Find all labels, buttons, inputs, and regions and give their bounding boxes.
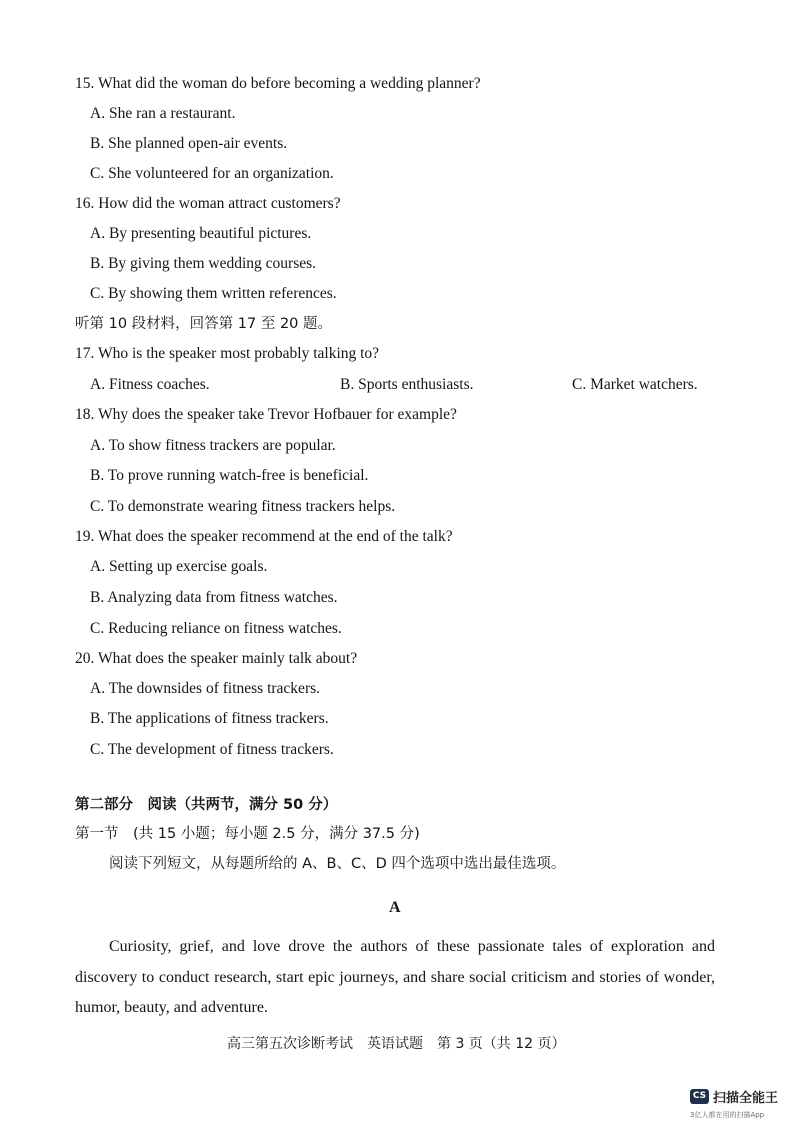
question-16-option-c: C. By showing them written references. <box>90 285 337 302</box>
question-19-option-b: B. Analyzing data from fitness watches. <box>90 589 338 606</box>
scanner-watermark <box>690 1087 778 1106</box>
camscanner-logo-icon: CS <box>690 1089 709 1104</box>
question-16-option-a: A. By presenting beautiful pictures. <box>90 225 312 242</box>
question-17-option-b: B. Sports enthusiasts. <box>340 376 474 393</box>
question-15-option-a: A. She ran a restaurant. <box>90 105 236 122</box>
section-10-instruction: 听第 10 段材料，回答第 17 至 20 题。 <box>75 316 333 332</box>
question-16-option-b: B. By giving them wedding courses. <box>90 255 317 272</box>
question-19-stem: 19. What does the speaker recommend at the end of the talk? <box>75 528 453 545</box>
question-15-option-b: B. She planned open-air events. <box>90 135 288 152</box>
watermark-tagline: 3亿人都在用的扫描App <box>690 1111 765 1119</box>
question-19-option-a: A. Setting up exercise goals. <box>90 558 268 575</box>
page-footer: 高三第五次诊断考试 英语试题 第 3 页（共 12 页） <box>227 1036 566 1052</box>
question-18-option-c: C. To demonstrate wearing fitness trackers helps. <box>90 498 396 515</box>
part-2-heading: 第二部分 阅读（共两节，满分 50 分） <box>75 797 338 813</box>
section-1-heading: 第一节 (共 15 小题；每小题 2.5 分，满分 37.5 分) <box>75 826 420 842</box>
question-19-option-c: C. Reducing reliance on fitness watches. <box>90 620 342 637</box>
question-17-option-c: C. Market watchers. <box>572 376 698 393</box>
passage-paragraph: Curiosity, grief, and love drove the authors of these passionate tales of exploration and discovery to conduct research, start epic journeys, and share social criticism and stories of wonder, humor, beauty, and adventure. <box>75 938 715 1016</box>
question-17-option-a: A. Fitness coaches. <box>90 376 210 393</box>
question-20-option-c: C. The development of fitness trackers. <box>90 741 334 758</box>
question-18-stem: 18. Why does the speaker take Trevor Hofbauer for example? <box>75 406 457 423</box>
question-18-option-b: B. To prove running watch-free is beneficial. <box>90 467 369 484</box>
watermark-app-name: 扫描全能王 <box>713 1091 779 1106</box>
question-17-stem: 17. Who is the speaker most probably talking to? <box>75 345 380 362</box>
question-16-stem: 16. How did the woman attract customers? <box>75 195 341 212</box>
reading-instruction: 阅读下列短文，从每题所给的 A、B、C、D 四个选项中选出最佳选项。 <box>109 856 566 872</box>
question-20-option-b: B. The applications of fitness trackers. <box>90 710 329 727</box>
question-15-stem: 15. What did the woman do before becoming a wedding planner? <box>75 75 481 92</box>
question-20-option-a: A. The downsides of fitness trackers. <box>90 680 321 697</box>
question-15-option-c: C. She volunteered for an organization. <box>90 165 334 182</box>
passage-label: A <box>389 899 401 916</box>
question-20-stem: 20. What does the speaker mainly talk about? <box>75 650 358 667</box>
question-18-option-a: A. To show fitness trackers are popular. <box>90 437 336 454</box>
